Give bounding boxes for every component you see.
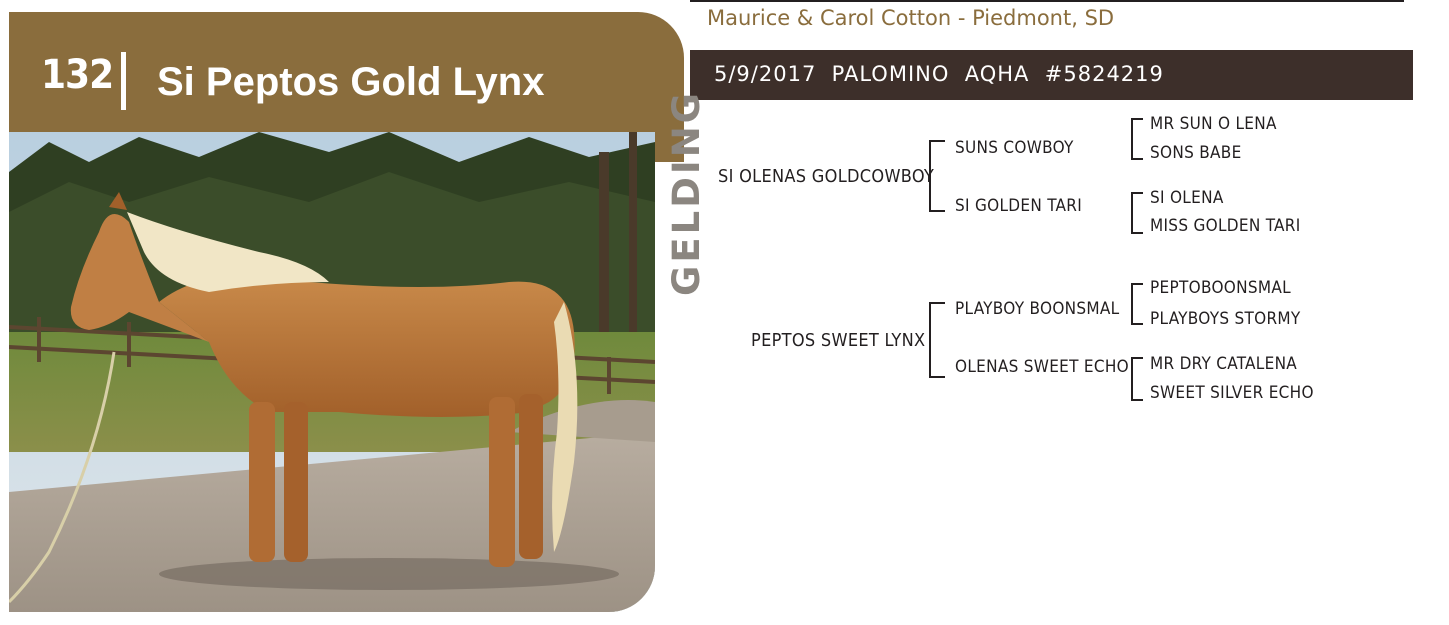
pedigree-bracket <box>929 302 945 378</box>
pedigree-sire-sire-dam: SONS BABE <box>1150 143 1242 163</box>
pedigree-bracket <box>1131 357 1143 401</box>
pedigree-bracket <box>1131 118 1143 160</box>
sex-label: GELDING <box>665 89 708 296</box>
pedigree-sire-sire: SUNS COWBOY <box>955 138 1074 158</box>
horse-photo-illustration <box>9 132 655 612</box>
pedigree-dam-dam-sire: MR DRY CATALENA <box>1150 354 1298 374</box>
pedigree-dam-sire-sire: PEPTOBOONSMAL <box>1150 278 1291 298</box>
pedigree-dam-dam: OLENAS SWEET ECHO <box>955 357 1130 377</box>
pedigree-dam: PEPTOS SWEET LYNX <box>751 330 926 351</box>
pedigree-sire: SI OLENAS GOLDCOWBOY <box>718 166 935 187</box>
owner-name: Maurice & Carol Cotton - Piedmont, SD <box>707 6 1115 30</box>
title-divider <box>121 52 126 110</box>
pedigree-sire-dam-dam: MISS GOLDEN TARI <box>1150 216 1301 236</box>
pedigree-sire-dam-sire: SI OLENA <box>1150 188 1224 208</box>
top-rule <box>690 0 1404 2</box>
pedigree-dam-sire: PLAYBOY BOONSMAL <box>955 299 1120 319</box>
horse-name: Si Peptos Gold Lynx <box>157 60 545 104</box>
pedigree-bracket <box>929 140 945 212</box>
horse-photo <box>9 132 655 612</box>
pedigree-sire-dam: SI GOLDEN TARI <box>955 196 1083 216</box>
pedigree-dam-dam-dam: SWEET SILVER ECHO <box>1150 383 1314 403</box>
pedigree-dam-sire-dam: PLAYBOYS STORMY <box>1150 309 1301 329</box>
pedigree-bracket <box>1131 283 1143 325</box>
pedigree-bracket <box>1131 192 1143 234</box>
registration-info: 5/9/2017 PALOMINO AQHA #5824219 <box>714 62 1164 86</box>
pedigree-sire-sire-sire: MR SUN O LENA <box>1150 114 1277 134</box>
info-bar <box>690 50 1413 100</box>
lot-number: 132 <box>41 52 114 98</box>
